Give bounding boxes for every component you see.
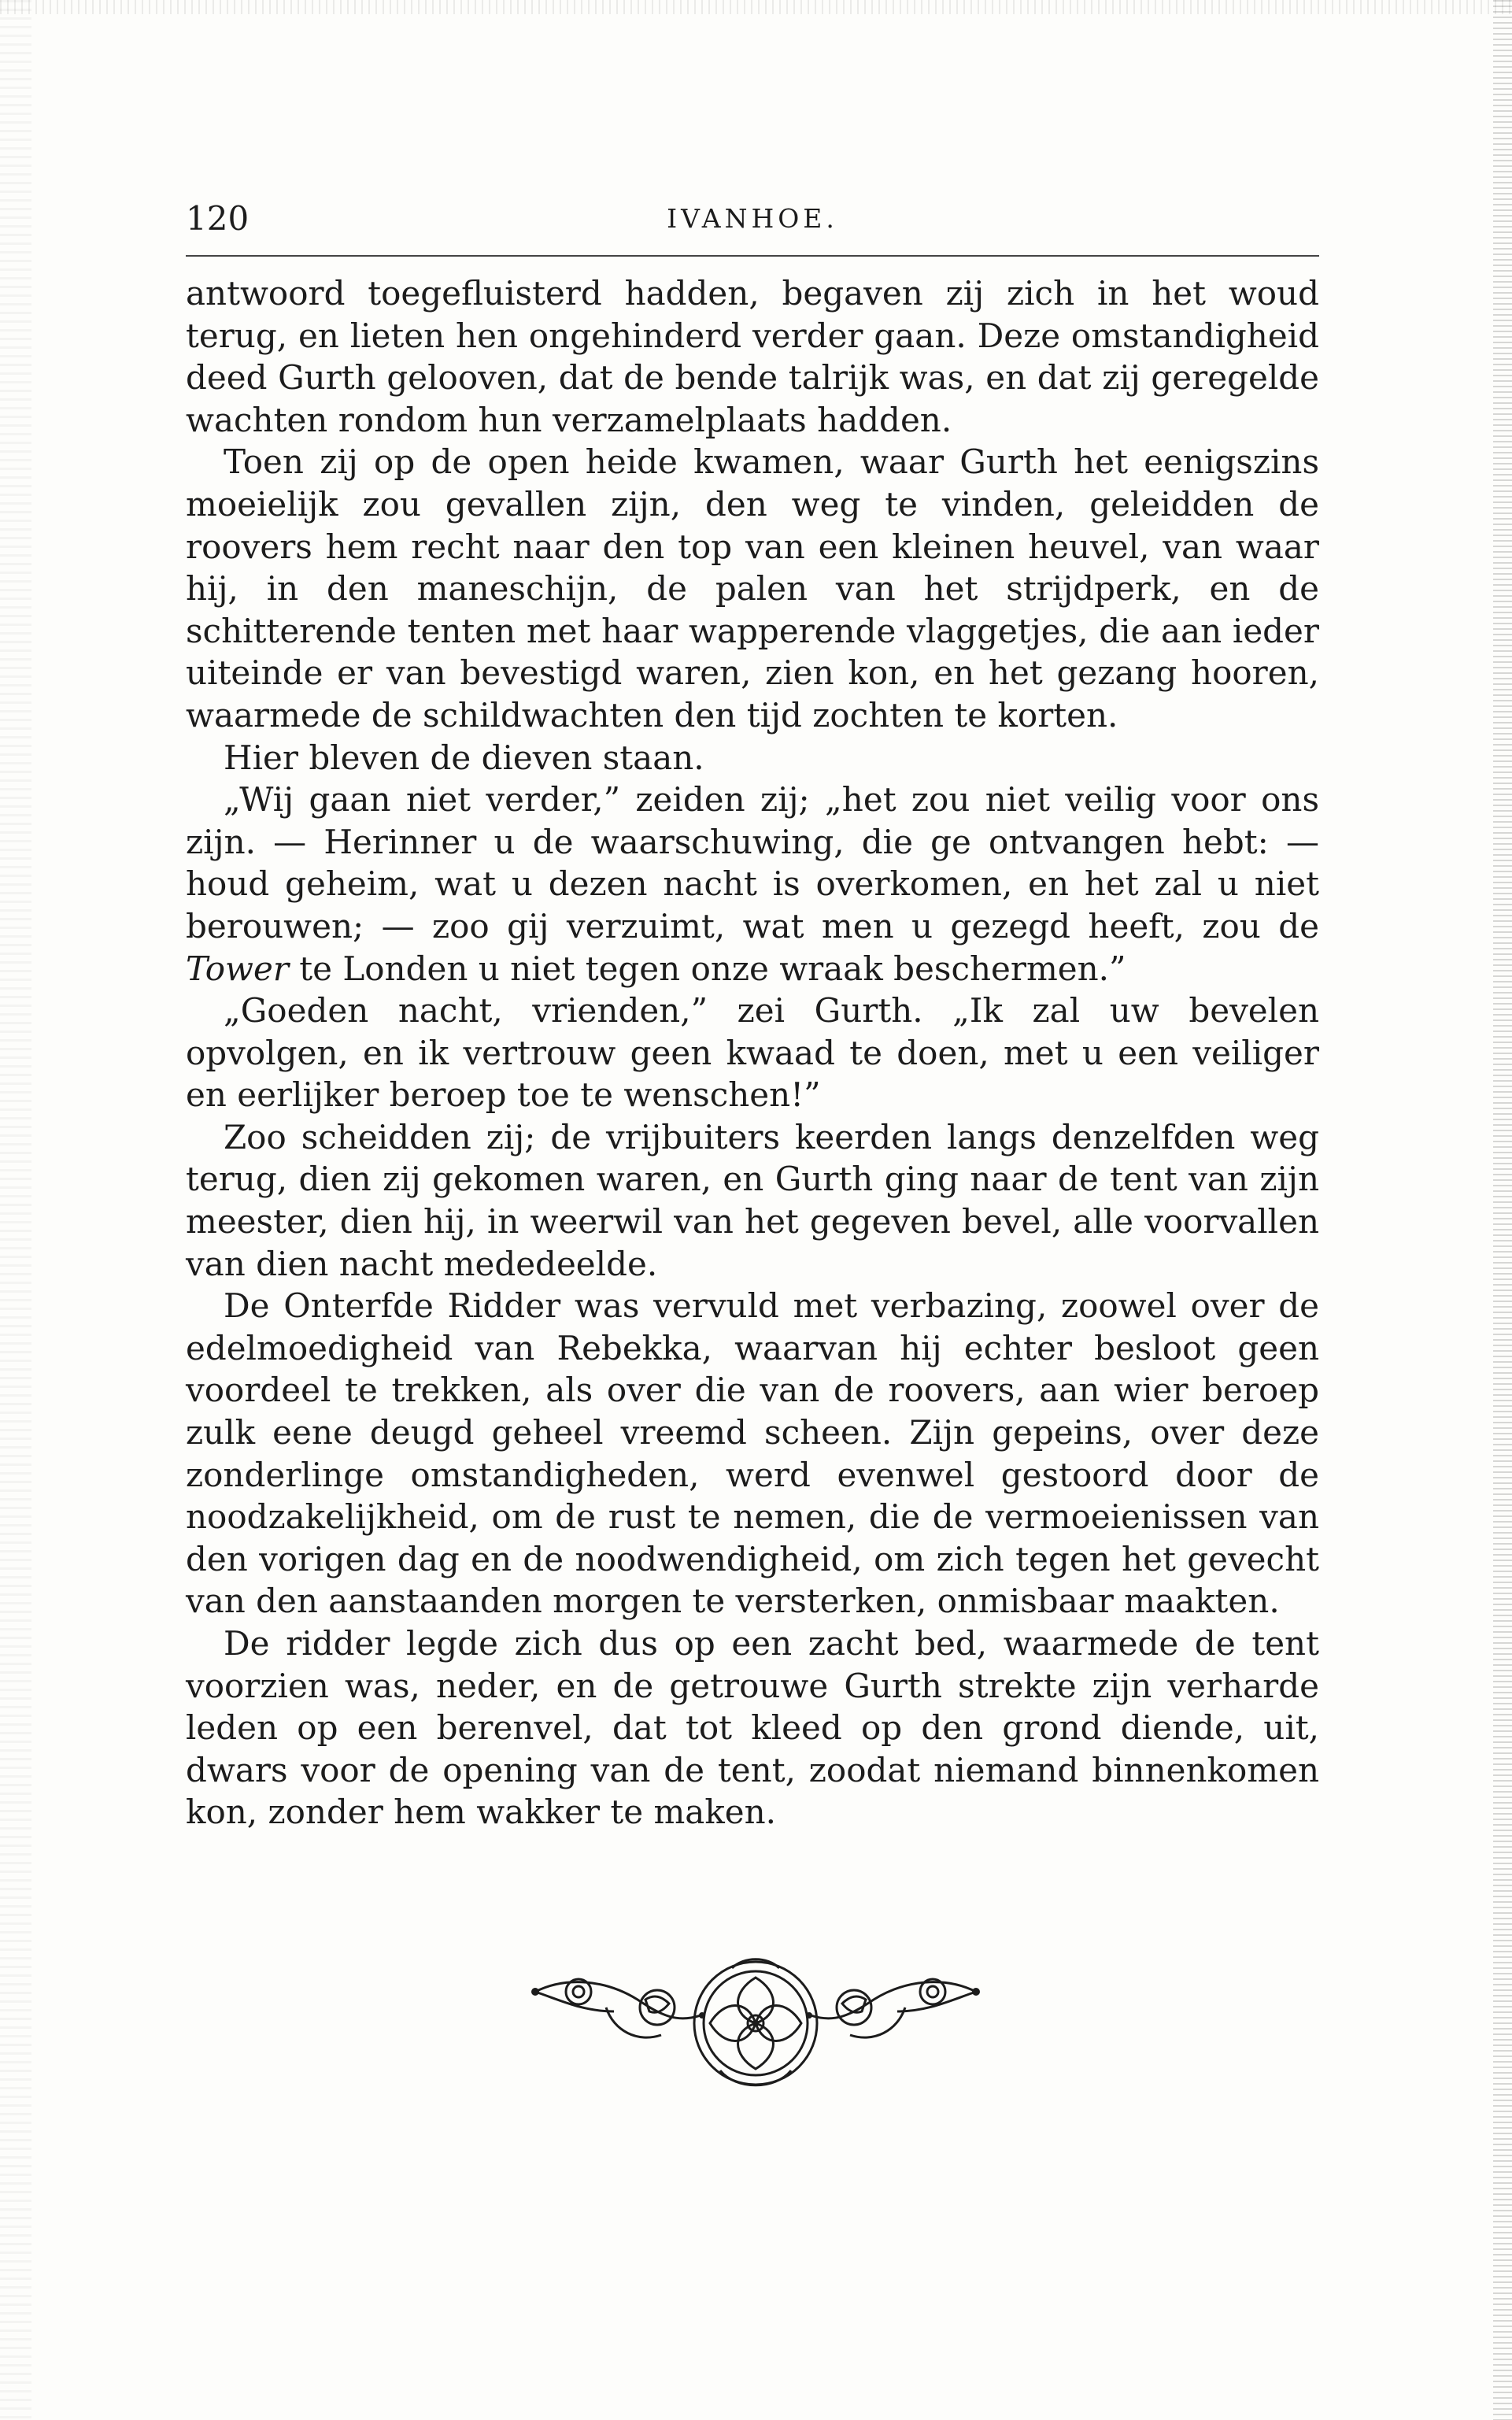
- page-header: [186, 195, 1319, 242]
- paragraph-5: „Goeden nacht, vrienden,” zei Gurth. „Ik zal uw bevelen opvolgen, en ik vertrouw geen kwaad te doen, met u een veiliger en eerlijker beroep toe te wenschen!”: [186, 991, 1319, 1115]
- paragraph-8: De ridder legde zich dus op een zacht bed, waarmede de tent voorzien was, neder, en de getrouwe Gurth strekte zijn verharde leden op een berenvel, dat tot kleed op den grond diende, uit, dwars voor de opening van de tent, zoodat niemand binnenkomen kon, zonder hem wakker te maken.: [186, 1624, 1319, 1832]
- scan-edge-top: [0, 0, 1512, 14]
- paragraph-6: Zoo scheidden zij; de vrijbuiters keerden langs denzelfden weg terug, dien zij gekomen waren, en Gurth ging naar de tent van zijn meester, dien hij, in weerwil van het gegeven bevel, alle voorvallen van dien nacht mededeelde.: [186, 1117, 1319, 1283]
- paragraph-2: Toen zij op de open heide kwamen, waar Gurth het eenigszins moeielijk zou gevallen zijn, den weg te vinden, geleidden de roovers hem recht naar den top van een kleinen heuvel, van waar hij, in den maneschijn, de palen van het strijdperk, en de schitterende tenten met haar wapperende vlaggetjes, die aan ieder uiteinde er van bevestigd waren, zien kon, en het gezang hooren, waarmede de schildwachten den tijd zochten te korten.: [186, 442, 1319, 735]
- scan-edge-left: [0, 0, 31, 2420]
- header-rule: [186, 255, 1319, 257]
- running-title: IVANHOE.: [667, 203, 838, 234]
- scan-edge-right: [1493, 0, 1512, 2420]
- paragraph-1: antwoord toegefluisterd hadden, begaven zij zich in het woud terug, en lieten hen ongehinderd verder gaan. Deze omstandigheid deed Gurth gelooven, dat de bende talrijk was, en dat zij geregelde wachten rondom hun verzamelplaats hadden.: [186, 274, 1319, 439]
- italic-tower: Tower: [186, 949, 289, 988]
- paragraph-3: Hier bleven de dieven staan.: [224, 738, 704, 777]
- paragraph-4-text-before: „Wij gaan niet verder,” zeiden zij; „het zou niet veilig voor ons zijn. — Herinner u de waarschuwing, die ge ontvangen hebt: — houd geheim, wat u dezen nacht is overkomen, en het zal u niet berouwen; — zoo gij verzuimt, wat men u gezegd heeft, zou de: [186, 780, 1319, 945]
- page-number: 120: [186, 199, 250, 238]
- floral-tailpiece-icon: [519, 1937, 992, 2102]
- paragraph-7: De Onterfde Ridder was vervuld met verbazing, zoowel over de edelmoedigheid van Rebekka, waarvan hij echter besloot geen voordeel te trekken, als over die van de roovers, aan wier beroep zulk eene deugd geheel vreemd scheen. Zijn gepeins, over deze zonderlinge omstandigheden, werd evenwel gestoord door de noodzakelijkheid, om de rust te nemen, die de vermoeienissen van den vorigen dag en de noodwendigheid, om zich tegen het gevecht van den aanstaanden morgen te versterken, onmisbaar maakten.: [186, 1286, 1319, 1621]
- paragraph-4: [186, 779, 1319, 990]
- body-text: [186, 272, 1319, 1834]
- paragraph-4-text-after: te Londen u niet tegen onze wraak beschermen.”: [288, 949, 1126, 988]
